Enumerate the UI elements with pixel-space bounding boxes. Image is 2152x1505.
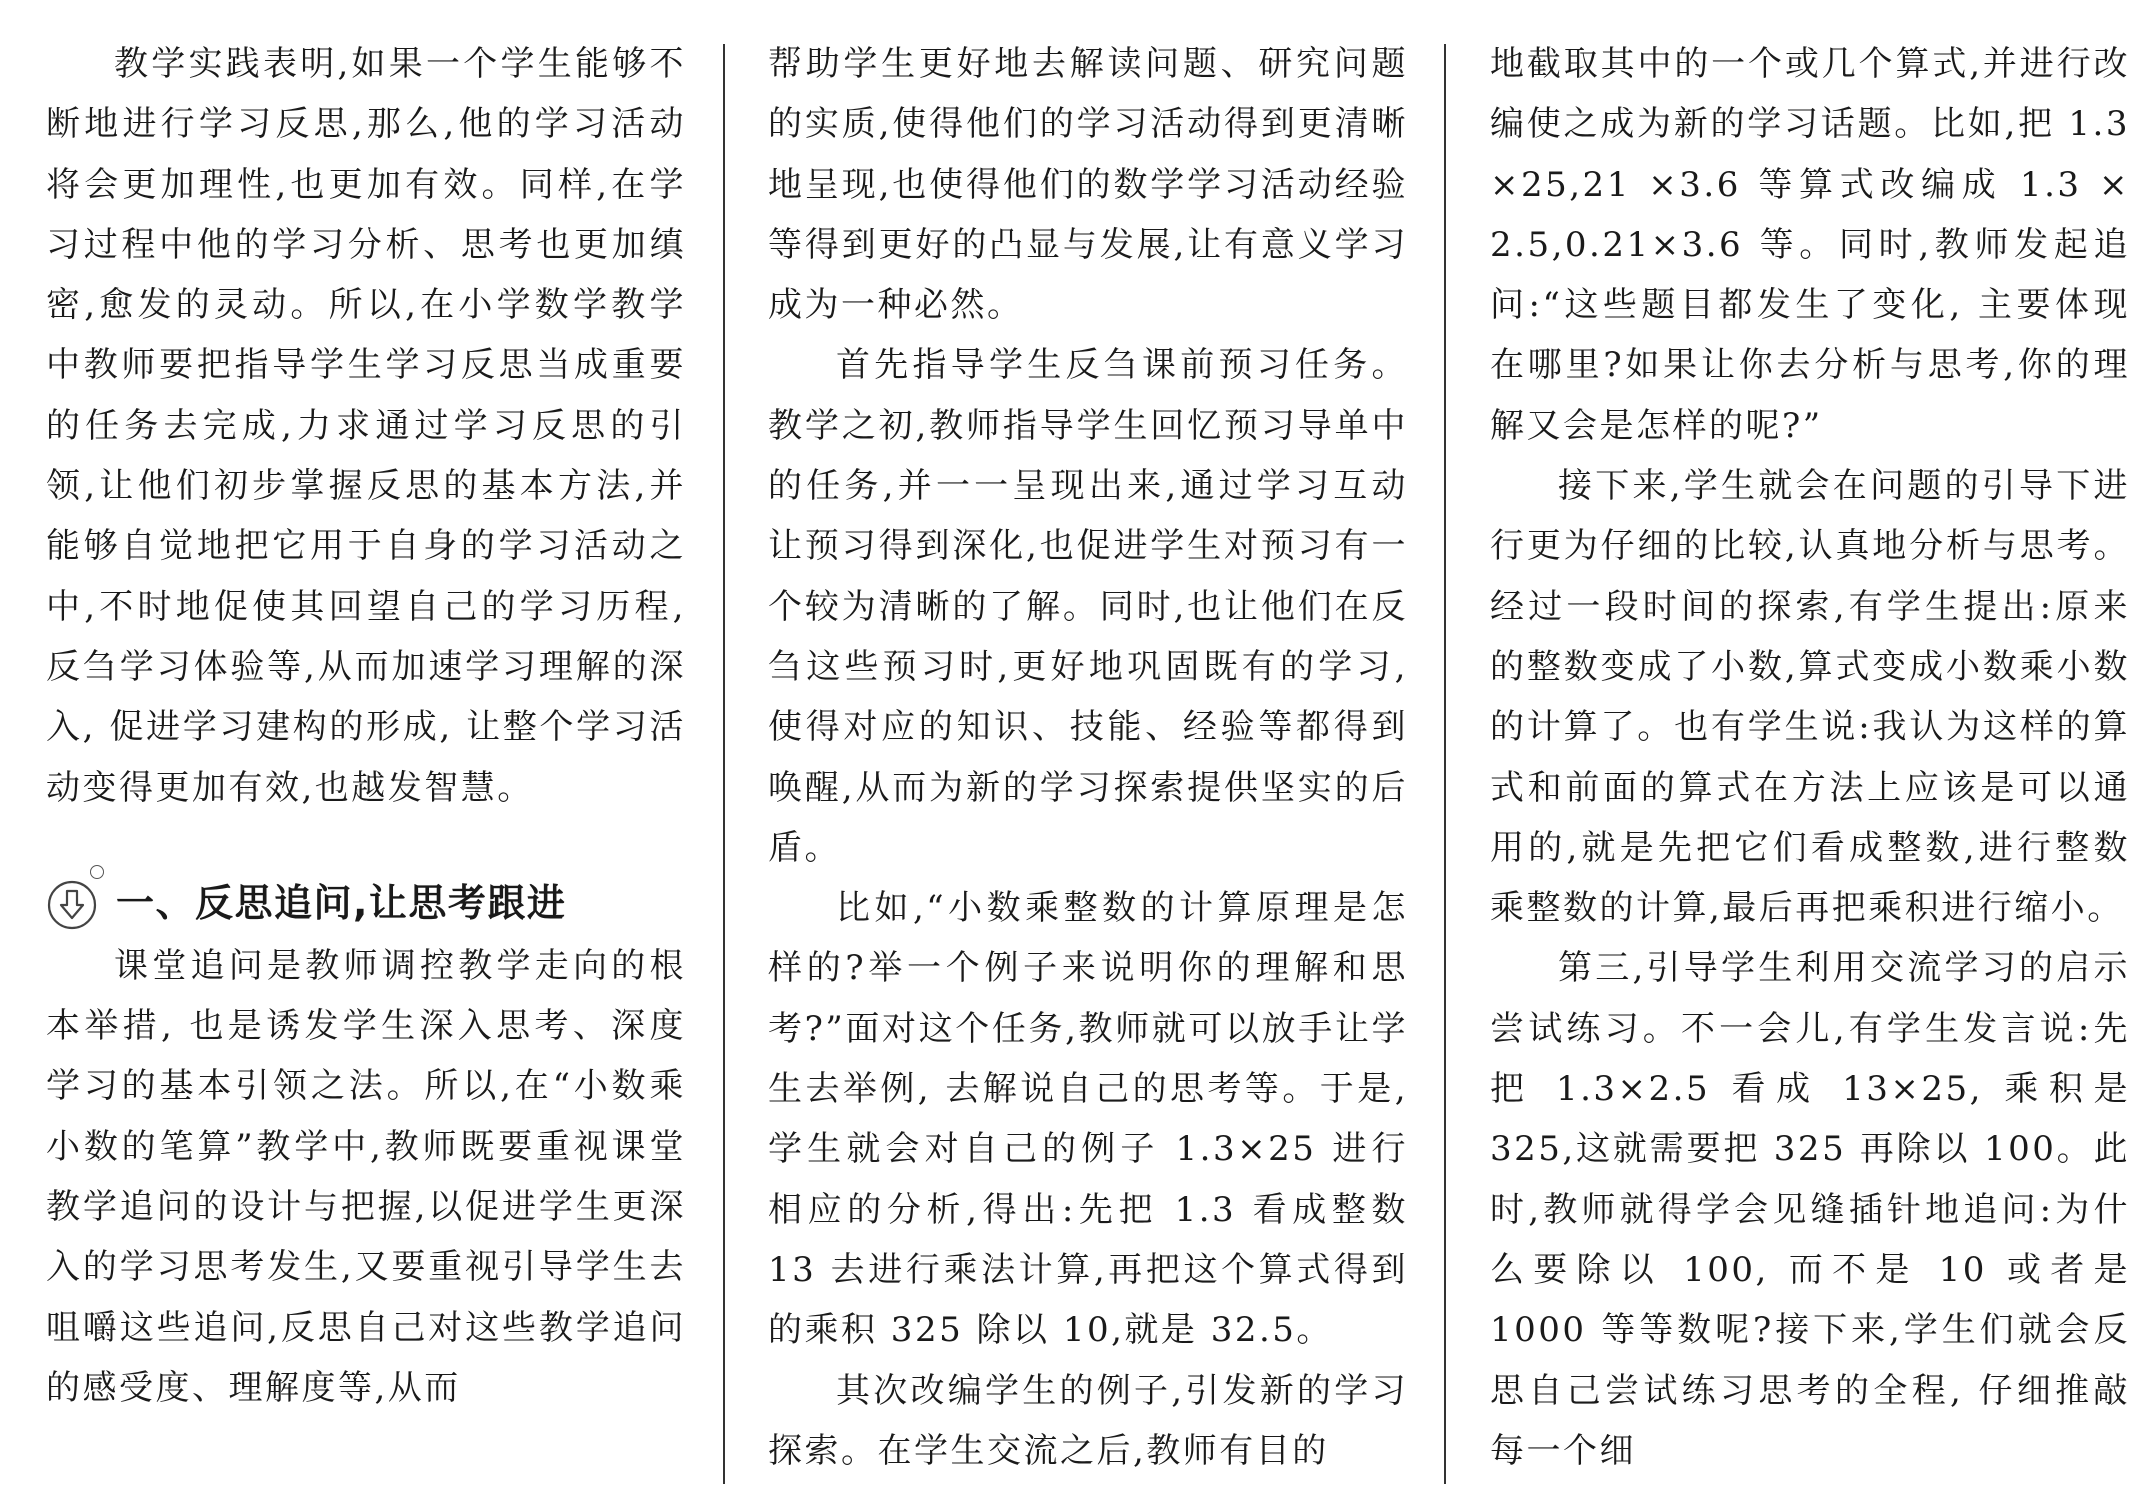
small-circle-icon [90, 865, 104, 879]
text-column-2 [768, 34, 1408, 1481]
paragraph: 课堂追问是教师调控教学走向的根本举措, 也是诱发学生深入思考、深度学习的基本引领之法。所以,在“小数乘小数的笔算”教学中,教师既要重视课堂教学追问的设计与把握,以促进学生更深入的学习思考发生,又要重视引导学生去咀嚼这些追问,反思自己对这些教学追问的感受度、理解度等,从而 [46, 945, 686, 1408]
section-heading-text: 一、反思追问,让思考跟进 [116, 880, 567, 925]
paragraph: 比如,“小数乘整数的计算原理是怎样的?举一个例子来说明你的理解和思考?”面对这个任务,教师就可以放手让学生去举例, 去解说自己的思考等。于是,学生就会对自己的例子 1.3×25 进行相应的分析,得出:先把 1.3 看成整数 13 去进行乘法计算,再把这个算式得到的乘积 325 除以 10,就是 32.5。 [768, 888, 1408, 1351]
paragraph: 教学实践表明,如果一个学生能够不断地进行学习反思,那么,他的学习活动将会更加理性,也更加有效。同样,在学习过程中他的学习分析、思考也更加缜密,愈发的灵动。所以,在小学数学教学中教师要把指导学生学习反思当成重要的任务去完成,力求通过学习反思的引领,让他们初步掌握反思的基本方法,并能够自觉地把它用于自身的学习活动之中,不时地促使其回望自己的学习历程,反刍学习体验等,从而加速学习理解的深入, 促进学习建构的形成, 让整个学习活动变得更加有效,也越发智慧。 [46, 44, 686, 808]
paragraph-continued: 地截取其中的一个或几个算式,并进行改编使之成为新的学习话题。比如,把 1.3 ×25,21 ×3.6 等算式改编成 1.3 × 2.5,0.21×3.6 等。同时,教师发起追问:“这些题目都发生了变化, 主要体现在哪里?如果让你去分析与思考,你的理解又会是怎样的呢?” [1490, 44, 2130, 446]
paragraph: 接下来,学生就会在问题的引导下进行更为仔细的比较,认真地分析与思考。经过一段时间的探索,有学生提出:原来的整数变成了小数,算式变成小数乘小数的计算了。也有学生说:我认为这样的算式和前面的算式在方法上应该是可以通用的,就是先把它们看成整数,进行整数乘整数的计算,最后再把乘积进行缩小。 [1490, 466, 2130, 929]
paragraph-continued: 帮助学生更好地去解读问题、研究问题的实质,使得他们的学习活动得到更清晰地呈现,也使得他们的数学学习活动经验等得到更好的凸显与发展,让有意义学习成为一种必然。 [768, 44, 1408, 326]
paragraph: 首先指导学生反刍课前预习任务。教学之初,教师指导学生回忆预习导单中的任务,并一一呈现出来,通过学习互动让预习得到深化,也促进学生对预习有一个较为清晰的了解。同时,也让他们在反刍这些预习时,更好地巩固既有的学习,使得对应的知识、技能、经验等都得到唤醒,从而为新的学习探索提供坚实的后盾。 [768, 345, 1408, 868]
down-arrow-circle-icon [46, 875, 102, 931]
section-heading [46, 870, 686, 936]
paragraph: 其次改编学生的例子,引发新的学习探索。在学生交流之后,教师有目的 [768, 1370, 1408, 1471]
column-divider [723, 44, 725, 1484]
column-divider [1444, 44, 1446, 1484]
text-column-3 [1490, 34, 2130, 1481]
text-column-1 [46, 34, 686, 1418]
section-spacer [46, 818, 686, 878]
paragraph: 第三,引导学生利用交流学习的启示尝试练习。不一会儿,有学生发言说:先把 1.3×2.5 看成 13×25, 乘积是 325,这就需要把 325 再除以 100。此时,教师就得学会见缝插针地追问:为什么要除以 100, 而不是 10 或者是 1000 等等数呢?接下来,学生们就会反思自己尝试练习思考的全程, 仔细推敲每一个细 [1490, 948, 2130, 1471]
